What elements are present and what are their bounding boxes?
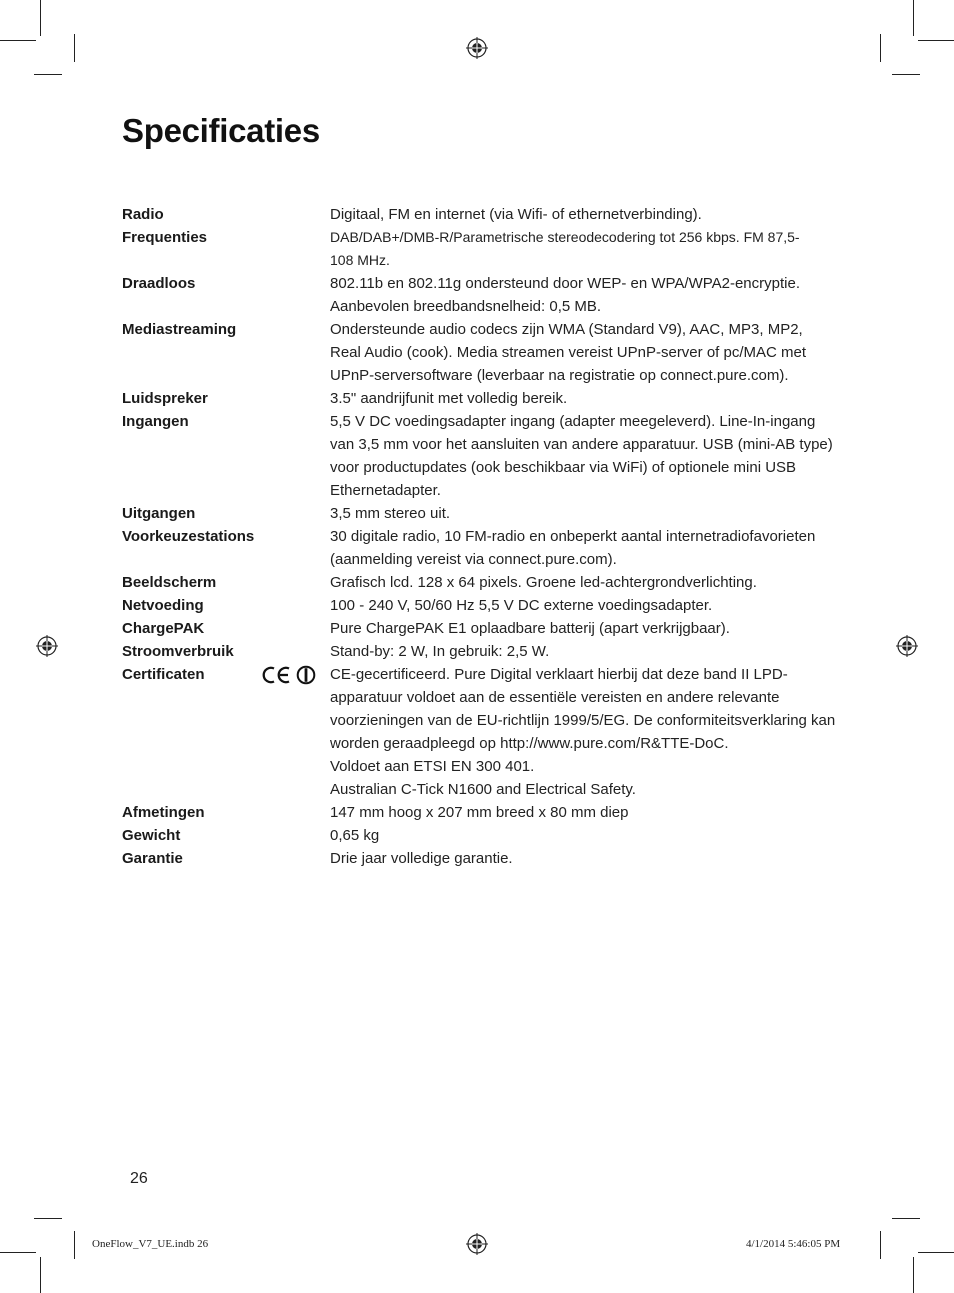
spec-value — [330, 387, 837, 410]
spec-label — [122, 801, 330, 824]
spec-value-line: worden geraadpleegd op http://www.pure.com/R&TTE-DoC. — [330, 735, 729, 752]
spec-label-text: Afmetingen — [122, 804, 205, 821]
spec-label-text: Voorkeuzestations — [122, 528, 255, 545]
registration-mark-icon — [466, 37, 488, 59]
specifications-table — [122, 203, 837, 870]
spec-row — [122, 801, 837, 824]
spec-label — [122, 272, 330, 318]
spec-label — [122, 203, 330, 226]
spec-label — [122, 594, 330, 617]
spec-label-text: Ingangen — [122, 413, 189, 430]
spec-label-text: Certificaten — [122, 666, 205, 683]
spec-label — [122, 226, 330, 272]
spec-value-line: Ondersteunde audio codecs zijn WMA (Standard V9), AAC, MP3, MP2, — [330, 321, 803, 338]
spec-value-line: Stand-by: 2 W, In gebruik: 2,5 W. — [330, 643, 550, 660]
spec-value-line: 100 - 240 V, 50/60 Hz 5,5 V DC externe voedingsadapter. — [330, 597, 713, 614]
spec-label-text: Netvoeding — [122, 597, 204, 614]
registration-mark-icon — [896, 635, 918, 657]
spec-row — [122, 387, 837, 410]
spec-row — [122, 594, 837, 617]
spec-value-line: Voldoet aan ETSI EN 300 401. — [330, 758, 535, 775]
crop-mark — [892, 74, 920, 75]
spec-value-line: voorzieningen van de EU-richtlijn 1999/5/EG. De conformiteitsverklaring kan — [330, 712, 836, 729]
crop-mark — [913, 0, 914, 36]
spec-row — [122, 617, 837, 640]
spec-value-line: Drie jaar volledige garantie. — [330, 850, 513, 867]
spec-label — [122, 824, 330, 847]
crop-mark — [34, 1218, 62, 1219]
spec-value — [330, 318, 837, 387]
crop-mark — [892, 1218, 920, 1219]
spec-row — [122, 640, 837, 663]
spec-value-line: 147 mm hoog x 207 mm breed x 80 mm diep — [330, 804, 629, 821]
spec-row — [122, 847, 837, 870]
spec-label-text: ChargePAK — [122, 620, 205, 637]
spec-value-line: van 3,5 mm voor het aansluiten van andere apparatuur. USB (mini-AB type) — [330, 436, 833, 453]
spec-value — [330, 847, 837, 870]
spec-value — [330, 502, 837, 525]
spec-label — [122, 525, 330, 571]
certification-marks — [260, 663, 316, 686]
crop-mark — [74, 1231, 75, 1259]
spec-value — [330, 663, 837, 801]
spec-label — [122, 318, 330, 387]
spec-row — [122, 226, 837, 272]
spec-value — [330, 525, 837, 571]
spec-value-line: 802.11b en 802.11g ondersteund door WEP- en WPA/WPA2-encryptie. — [330, 275, 800, 292]
spec-row — [122, 824, 837, 847]
spec-value-line: Digitaal, FM en internet (via Wifi- of ethernetverbinding). — [330, 206, 702, 223]
spec-row — [122, 203, 837, 226]
spec-label-text: Stroomverbruik — [122, 643, 234, 660]
spec-label-text: Luidspreker — [122, 390, 208, 407]
spec-value — [330, 571, 837, 594]
spec-value — [330, 640, 837, 663]
spec-value — [330, 226, 837, 272]
class-2-alert-icon — [296, 665, 316, 685]
spec-value-line: Australian C-Tick N1600 and Electrical Safety. — [330, 781, 636, 798]
spec-value-line: 108 MHz. — [330, 252, 390, 268]
spec-label — [122, 640, 330, 663]
spec-label-text: Frequenties — [122, 229, 208, 246]
crop-mark — [34, 74, 62, 75]
spec-label-text: Gewicht — [122, 827, 181, 844]
spec-value-line: UPnP-serversoftware (leverbaar na registratie op connect.pure.com). — [330, 367, 789, 384]
spec-label — [122, 847, 330, 870]
spec-label-text: Mediastreaming — [122, 321, 237, 338]
crop-mark — [74, 34, 75, 62]
page-title: Specificaties — [122, 112, 320, 149]
spec-row — [122, 318, 837, 387]
spec-value-line: 5,5 V DC voedingsadapter ingang (adapter meegeleverd). Line-In-ingang — [330, 413, 816, 430]
spec-row — [122, 525, 837, 571]
crop-mark — [918, 1252, 954, 1253]
spec-value-line: CE-gecertificeerd. Pure Digital verklaart hierbij dat deze band II LPD- — [330, 666, 788, 683]
spec-value-line: (aanmelding vereist via connect.pure.com). — [330, 551, 617, 568]
spec-value-line: 3.5" aandrijfunit met volledig bereik. — [330, 390, 568, 407]
spec-value-line: Aanbevolen breedbandsnelheid: 0,5 MB. — [330, 298, 602, 315]
spec-label — [122, 617, 330, 640]
spec-value-line: apparatuur voldoet aan de essentiële vereisten en andere relevante — [330, 689, 780, 706]
spec-value-line: 30 digitale radio, 10 FM-radio en onbeperkt aantal internetradiofavorieten — [330, 528, 816, 545]
spec-value-line: Grafisch lcd. 128 x 64 pixels. Groene led-achtergrondverlichting. — [330, 574, 757, 591]
spec-label-text: Uitgangen — [122, 505, 196, 522]
slug-file: OneFlow_V7_UE.indb 26 — [92, 1238, 209, 1250]
spec-value-line: 3,5 mm stereo uit. — [330, 505, 451, 522]
spec-label-text: Radio — [122, 206, 164, 223]
crop-mark — [40, 0, 41, 36]
crop-mark — [918, 40, 954, 41]
spec-value — [330, 272, 837, 318]
spec-value — [330, 824, 837, 847]
spec-value-line: DAB/DAB+/DMB-R/Parametrische stereodecodering tot 256 kbps. FM 87,5- — [330, 229, 800, 245]
spec-value — [330, 801, 837, 824]
spec-value — [330, 617, 837, 640]
crop-mark — [880, 34, 881, 62]
spec-value-line: Pure ChargePAK E1 oplaadbare batterij (apart verkrijgbaar). — [330, 620, 730, 637]
spec-value — [330, 410, 837, 502]
registration-mark-icon — [36, 635, 58, 657]
spec-label-text: Draadloos — [122, 275, 196, 292]
ce-mark-icon — [260, 665, 294, 685]
crop-mark — [40, 1257, 41, 1293]
registration-mark-icon — [466, 1233, 488, 1255]
slug-datetime: 4/1/2014 5:46:05 PM — [746, 1238, 841, 1250]
crop-mark — [0, 1252, 36, 1253]
page-number: 26 — [130, 1170, 148, 1187]
crop-mark — [880, 1231, 881, 1259]
spec-value — [330, 203, 837, 226]
spec-row — [122, 410, 837, 502]
spec-row — [122, 571, 837, 594]
spec-label — [122, 663, 330, 801]
spec-row — [122, 272, 837, 318]
spec-label-text: Garantie — [122, 850, 183, 867]
crop-mark — [913, 1257, 914, 1293]
spec-row — [122, 502, 837, 525]
spec-label-text: Beeldscherm — [122, 574, 217, 591]
spec-value — [330, 594, 837, 617]
spec-value-line: voor productupdates (ook beschikbaar via WiFi) of optionele mini USB — [330, 459, 797, 476]
spec-label — [122, 410, 330, 502]
spec-value-line: Real Audio (cook). Media streamen vereist UPnP-server of pc/MAC met — [330, 344, 807, 361]
spec-value-line: Ethernetadapter. — [330, 482, 441, 499]
spec-value-line: 0,65 kg — [330, 827, 380, 844]
spec-label — [122, 571, 330, 594]
crop-mark — [0, 40, 36, 41]
spec-row — [122, 663, 837, 801]
spec-label — [122, 502, 330, 525]
spec-label — [122, 387, 330, 410]
